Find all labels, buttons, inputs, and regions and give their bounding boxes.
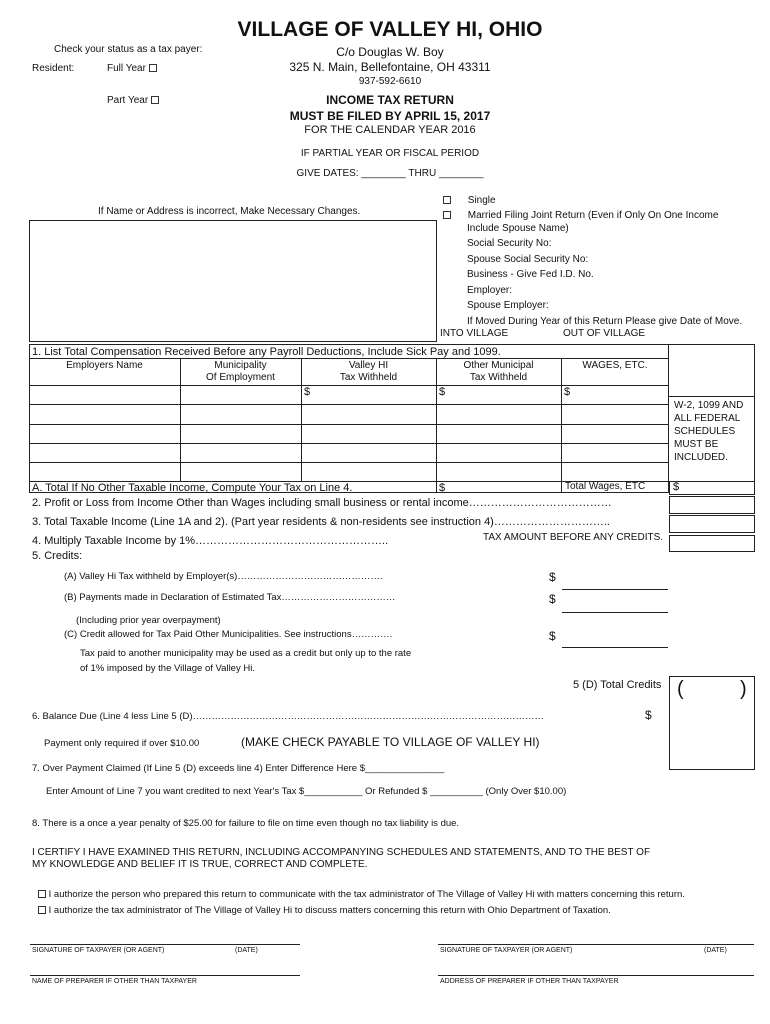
col-valley-hi-2: Tax Withheld [339,372,398,383]
line-a-label: A. Total If No Other Taxable Income, Compute Your Tax on Line 4. [32,482,353,494]
into-village-field[interactable]: INTO VILLAGE [440,328,509,339]
line-8-label: 8. There is a once a year penalty of $25.00 for failure to file on time even though no tax liability is due. [32,818,460,829]
form-title: INCOME TAX RETURN [326,93,454,107]
taxpayer-signature-label: SIGNATURE OF TAXPAYER (OR AGENT) [32,947,165,954]
married-option[interactable] [443,210,718,221]
part-year-checkbox[interactable] [151,96,159,104]
spouse-ssn-field[interactable]: Spouse Social Security No: [467,254,589,265]
married-note: Include Spouse Name) [467,223,569,234]
valley-hi-dollar: $ [304,386,311,398]
credits-paren-open: ( [677,678,684,700]
married-checkbox[interactable] [443,211,451,219]
line-1-label: 1. List Total Compensation Received Before any Payroll Deductions, Include Sick Pay and 1099. [32,346,501,358]
single-label: Single [467,195,496,206]
care-of: C/o Douglas W. Boy [336,45,444,59]
period-dates: GIVE DATES: ________ THRU ________ [296,168,484,179]
line-5d-label: 5 (D) Total Credits [573,679,662,691]
status-prompt: Check your status as a tax payer: [54,44,203,55]
agent-signature-label: SIGNATURE OF TAXPAYER (OR AGENT) [440,947,573,954]
single-checkbox[interactable] [443,196,451,204]
line-5b-dollar: $ [549,592,556,606]
line-4-box[interactable] [669,535,755,552]
other-municipal-dollar: $ [439,386,446,398]
full-year-checkbox[interactable] [149,64,157,72]
table-row[interactable] [30,405,668,423]
single-option[interactable] [443,195,496,206]
line-5a-dollar: $ [549,570,556,584]
line-5c-note-1: Tax paid to another municipality may be used as a credit but only up to the rate [80,648,412,659]
table-row[interactable] [30,386,668,404]
line-5c-label: (C) Credit allowed for Tax Paid Other Municipalities. See instructions…………. [64,629,393,640]
tax-before-credits: TAX AMOUNT BEFORE ANY CREDITS. [483,532,664,543]
line-7b-label: Enter Amount of Line 7 you want credited to next Year's Tax $___________ Or Refunded $ __________ (Only Over $10.00) [46,786,567,797]
line-5a-label: (A) Valley Hi Tax withheld by Employer(s)………………………………………. [64,571,383,582]
col-valley-hi: Valley HI [348,360,389,371]
full-year-option[interactable] [107,63,157,74]
tax-year: FOR THE CALENDAR YEAR 2016 [304,124,476,136]
line-a-dollar: $ [439,482,446,494]
move-date-note: If Moved During Year of this Return Please give Date of Move. [467,316,743,327]
make-check-note: (MAKE CHECK PAYABLE TO VILLAGE OF VALLEY HI) [241,735,540,749]
address-note: If Name or Address is incorrect, Make Necessary Changes. [98,206,361,217]
credits-paren-close: ) [740,678,747,700]
employer-field[interactable]: Employer: [467,285,513,296]
resident-label: Resident: [32,63,75,74]
ssn-field[interactable]: Social Security No: [467,238,552,249]
line-5c-note-2: of 1% imposed by the Village of Valley Hi. [80,663,255,674]
certify-line-1: I CERTIFY I HAVE EXAMINED THIS RETURN, INCLUDING ACCOMPANYING SCHEDULES AND STATEMENTS, AND TO THE BEST OF [32,847,651,858]
part-year-option[interactable] [107,95,159,106]
col-municipality-2: Of Employment [206,372,275,383]
authorize-preparer-option[interactable] [38,889,685,900]
line-5-label: 5. Credits: [32,550,83,562]
line-5b-note: (Including prior year overpayment) [76,615,221,626]
due-date: MUST BE FILED BY APRIL 15, 2017 [289,109,491,123]
total-wages-dollar: $ [673,481,680,493]
line-6-label: 6. Balance Due (Line 4 less Line 5 (D)………………………………………………………………………………………………… [32,711,545,722]
certify-line-2: MY KNOWLEDGE AND BELIEF IT IS TRUE, CORRECT AND COMPLETE. [32,859,368,870]
out-of-village-field[interactable]: OUT OF VILLAGE [563,328,646,339]
total-wages-label: Total Wages, ETC [565,481,646,492]
preparer-address-label: ADDRESS OF PREPARER IF OTHER THAN TAXPAYER [440,978,619,985]
business-id-field[interactable]: Business - Give Fed I.D. No. [467,269,594,280]
table-row[interactable] [30,425,668,443]
authorize-preparer-checkbox[interactable] [38,890,46,898]
line-3-box[interactable] [669,515,755,533]
partial-year-note: IF PARTIAL YEAR OR FISCAL PERIOD [300,148,480,159]
part-year-label: Part Year [107,95,149,106]
col-municipality: Municipality [214,360,267,371]
total-wages-box[interactable] [669,481,755,495]
col-other-municipal-2: Tax Withheld [469,372,528,383]
line-2-label: 2. Profit or Loss from Income Other than Wages including small business or rental income………………………………… [32,497,612,509]
line-5c-dollar: $ [549,629,556,643]
full-year-label: Full Year [107,63,146,74]
line-6-dollar: $ [645,708,652,722]
preparer-name-label: NAME OF PREPARER IF OTHER THAN TAXPAYER [32,978,197,985]
address-box[interactable] [29,220,437,342]
w2-note: W-2, 1099 AND ALL FEDERAL SCHEDULES MUST BE INCLUDED. [674,400,744,463]
agent-date-label: (DATE) [704,947,727,954]
taxpayer-date-label: (DATE) [235,947,258,954]
line-2-box[interactable] [669,496,755,514]
table-row[interactable] [30,463,668,481]
office-address: 325 N. Main, Bellefontaine, OH 43311 [289,60,491,74]
table-row[interactable] [30,444,668,462]
authorize-admin-label: I authorize the tax administrator of The Village of Valley Hi to discuss matters concerning this return with Ohio Department of Taxation. [48,905,611,916]
spouse-employer-field[interactable]: Spouse Employer: [467,300,549,311]
authorize-preparer-label: I authorize the person who prepared this return to communicate with the tax administrator of The Village of Valley Hi with matters concerning this return. [48,889,685,900]
line-5b-label: (B) Payments made in Declaration of Estimated Tax……………………………… [64,592,396,603]
col-wages: WAGES, ETC. [582,360,648,371]
line-7-label: 7. Over Payment Claimed (If Line 5 (D) exceeds line 4) Enter Difference Here $_______________ [32,763,445,774]
line-3-label: 3. Total Taxable Income (Line 1A and 2). (Part year residents & non-residents see instruction 4)………………………….. [32,516,610,528]
line-4-label: 4. Multiply Taxable Income by 1%…………………………………………….. [32,535,389,547]
authorize-admin-checkbox[interactable] [38,906,46,914]
married-label: Married Filing Joint Return (Even if Only On One Income [467,210,719,221]
page-title: VILLAGE OF VALLEY HI, OHIO [237,18,543,41]
payment-min-note: Payment only required if over $10.00 [44,738,200,749]
col-employers-name: Employers Name [66,360,143,371]
wages-dollar: $ [564,386,571,398]
col-other-municipal: Other Municipal [463,360,534,371]
authorize-admin-option[interactable] [38,905,611,916]
office-phone: 937-592-6610 [358,76,422,87]
